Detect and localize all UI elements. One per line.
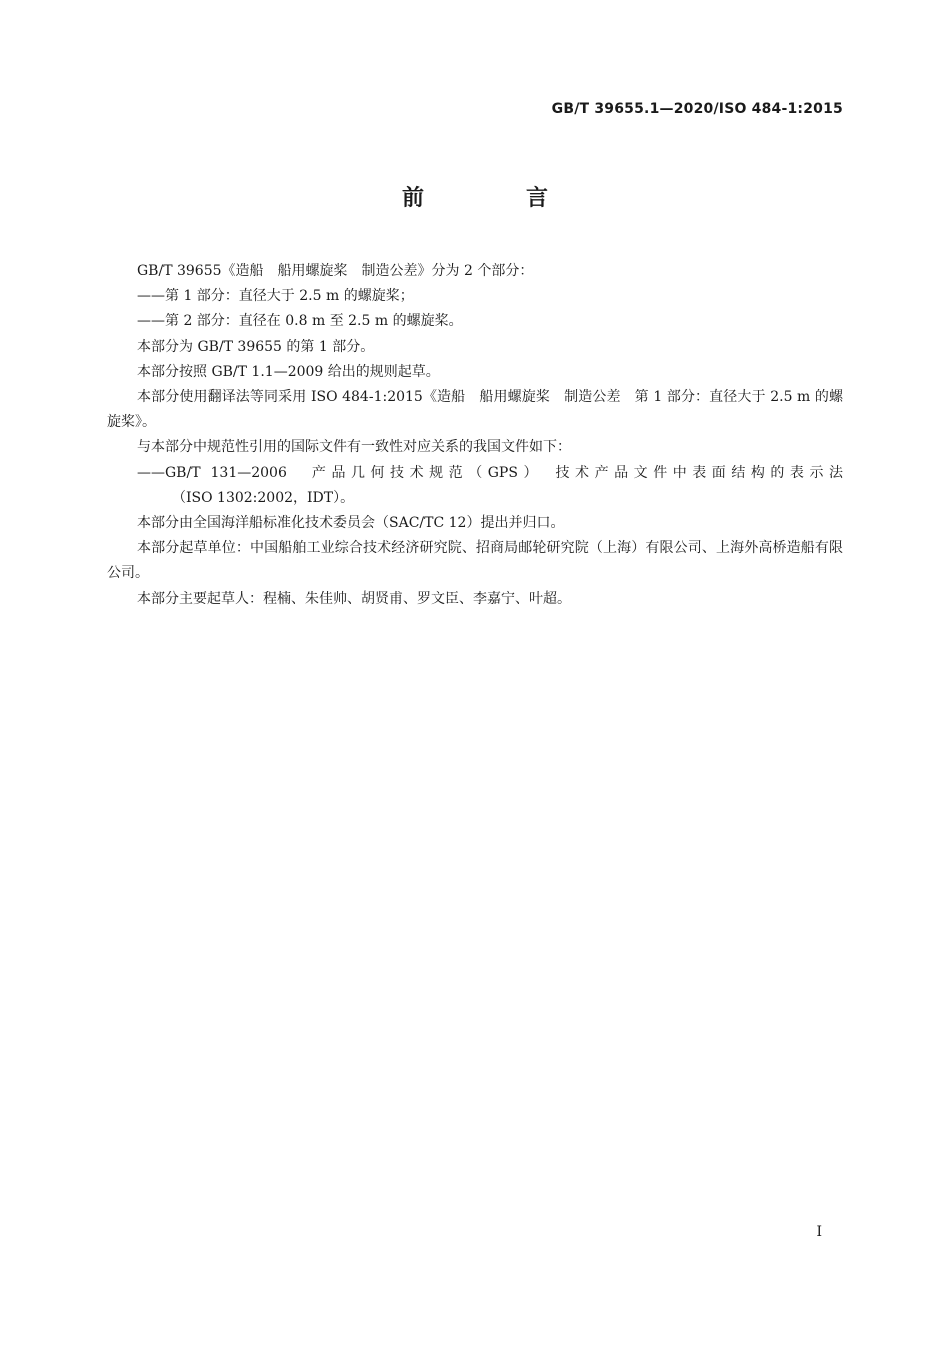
paragraph-drafting-rules: 本部分按照 GB/T 1.1—2009 给出的规则起草。 xyxy=(137,363,440,380)
paragraph-correspondence: 与本部分中规范性引用的国际文件有一致性对应关系的我国文件如下： xyxy=(137,439,571,456)
page-title: 前 言 xyxy=(401,186,588,211)
paragraph-this-part: 本部分为 GB/T 39655 的第 1 部分。 xyxy=(137,338,375,355)
standard-code: GB/T 39655.1—2020/ISO 484-1:2015 xyxy=(551,101,843,117)
paragraph-drafters: 本部分主要起草人：程楠、朱佳帅、胡贤甫、罗文臣、李嘉宁、叶超。 xyxy=(137,590,571,607)
paragraph-drafting-units: 本部分起草单位：中国船舶工业综合技术经济研究院、招商局邮轮研究院（上海）有限公司、上海外高桥造船有限公司。 xyxy=(107,540,843,582)
list-item-part-2: ——第 2 部分：直径在 0.8 m 至 2.5 m 的螺旋桨。 xyxy=(137,313,463,330)
paragraph-proposed-by: 本部分由全国海洋船标准化技术委员会（SAC/TC 12）提出并归口。 xyxy=(137,515,565,532)
list-item-gbt-131-continuation: （ISO 1302:2002，IDT）。 xyxy=(172,489,355,506)
foreword-body xyxy=(107,259,843,612)
paragraph-adoption: 本部分使用翻译法等同采用 ISO 484-1:2015《造船 船用螺旋桨 制造公差 第 1 部分：直径大于 2.5 m 的螺旋桨》。 xyxy=(107,389,843,431)
page-number: I xyxy=(816,1224,822,1240)
list-item-gbt-131: ——GB/T 131—2006 产品几何技术规范（GPS） 技术产品文件中表面结构的表示法 xyxy=(137,464,843,481)
paragraph-parts-intro: GB/T 39655《造船 船用螺旋桨 制造公差》分为 2 个部分： xyxy=(137,263,534,279)
list-item-part-1: ——第 1 部分：直径大于 2.5 m 的螺旋桨； xyxy=(137,288,414,305)
